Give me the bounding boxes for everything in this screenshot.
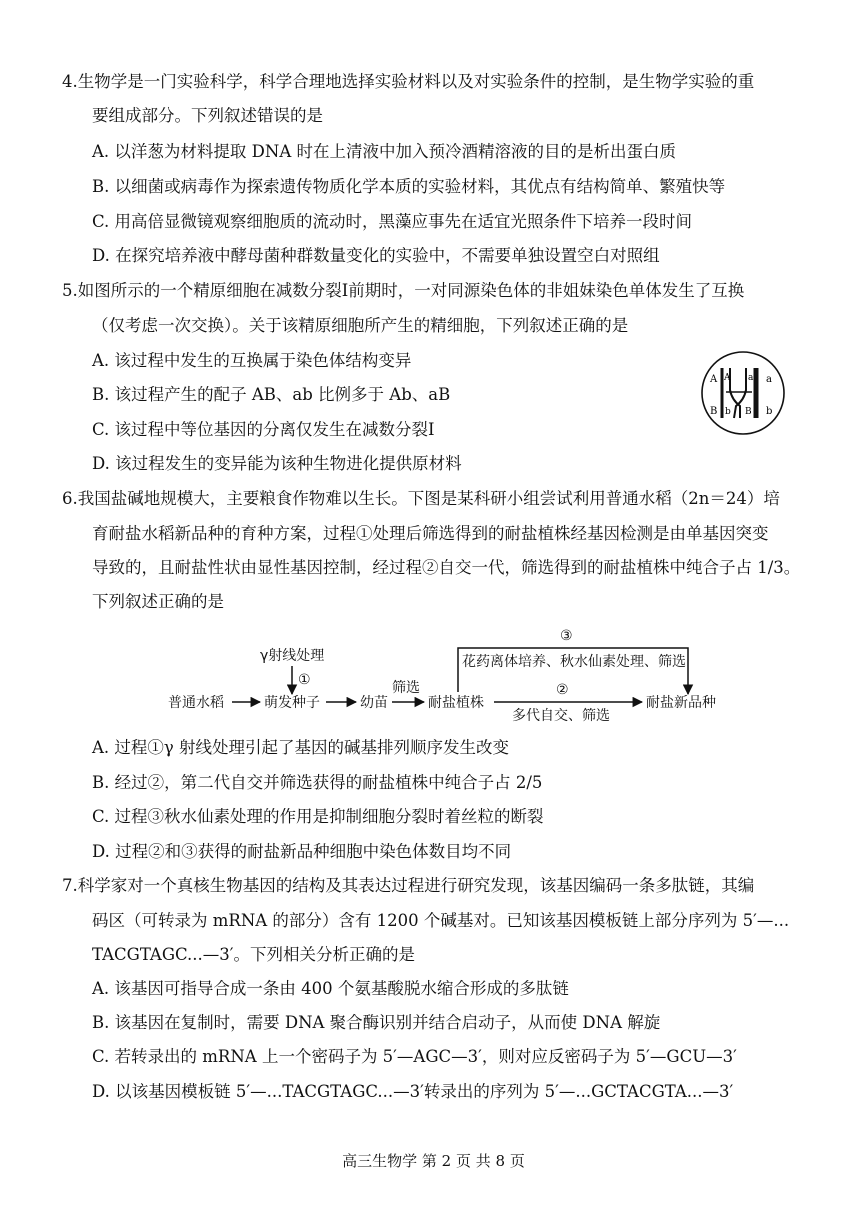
q7-stem-line1: 7.科学家对一个真核生物基因的结构及其表达过程进行研究发现，该基因编码一条多肽链，其编 <box>62 876 755 895</box>
q7-option-c: C. 若转录出的 mRNA 上一个密码子为 5′—AGC—3′，则对应反密码子为 5′—GCU—3′ <box>92 1047 737 1066</box>
q4-stem-line1: 4.生物学是一门实验科学，科学合理地选择实验材料以及对实验条件的控制，是生物学实验的重 <box>62 72 755 91</box>
q5-option-c: C. 该过程中等位基因的分离仅发生在减数分裂Ⅰ <box>92 420 435 439</box>
q4-option-a: A. 以洋葱为材料提取 DNA 时在上清液中加入预冷酒精溶液的目的是析出蛋白质 <box>92 142 676 161</box>
gene-label-b2: b <box>766 406 773 417</box>
q7-stem-line2: 码区（可转录为 mRNA 的部分）含有 1200 个碱基对。已知该基因模板链上部分序列为 5′—... <box>92 911 790 930</box>
q6-stem-line4: 下列叙述正确的是 <box>92 592 224 611</box>
chromosome-crossover-figure <box>700 350 786 436</box>
step3-process-label: 花药离体培养、秋水仙素处理、筛选 <box>462 654 686 670</box>
step1-label: ① <box>298 672 311 688</box>
q7-option-a: A. 该基因可指导合成一条由 400 个氨基酸脱水缩合形成的多肽链 <box>92 979 569 998</box>
salt-plant-label: 耐盐植株 <box>428 695 484 711</box>
q4-option-b: B. 以细菌或病毒作为探索遗传物质化学本质的实验材料，其优点有结构简单、繁殖快等 <box>92 177 726 196</box>
rice-label: 普通水稻 <box>168 695 224 711</box>
q5-option-d: D. 该过程发生的变异能为该种生物进化提供原材料 <box>92 454 462 473</box>
gene-label-a2: a <box>766 374 772 385</box>
gene-label-A2: A <box>724 373 731 383</box>
screen-label: 筛选 <box>392 680 420 696</box>
q5-option-a: A. 该过程中发生的互换属于染色体结构变异 <box>92 351 412 370</box>
q7-stem-line3: TACGTAGC...—3′。下列相关分析正确的是 <box>92 945 416 964</box>
q4-stem-line2: 要组成部分。下列叙述错误的是 <box>92 106 323 125</box>
gamma-ray-label: γ射线处理 <box>260 648 325 664</box>
q6-option-b: B. 经过②，第二代自交并筛选获得的耐盐植株中纯合子占 2/5 <box>92 773 543 792</box>
gene-label-A1: A <box>710 374 718 385</box>
q5-stem-line2: （仅考虑一次交换）。关于该精原细胞所产生的精细胞，下列叙述正确的是 <box>92 316 629 335</box>
cell-outline <box>702 352 784 434</box>
q6-stem-line2: 育耐盐水稻新品种的育种方案，过程①处理后筛选得到的耐盐植株经基因检测是由单基因突变 <box>92 524 769 543</box>
gene-label-b1: b <box>725 407 731 417</box>
gene-label-B2: B <box>745 407 752 417</box>
q4-option-d: D. 在探究培养液中酵母菌种群数量变化的实验中，不需要单独设置空白对照组 <box>92 246 660 265</box>
step3-label: ③ <box>560 628 573 644</box>
seedling-label: 幼苗 <box>360 695 388 711</box>
gene-label-a1: a <box>748 373 754 383</box>
step2-process-label: 多代自交、筛选 <box>512 708 610 724</box>
q4-option-c: C. 用高倍显微镜观察细胞质的流动时，黑藻应事先在适宜光照条件下培养一段时间 <box>92 212 693 231</box>
q5-stem-line1: 5.如图所示的一个精原细胞在减数分裂Ⅰ前期时，一对同源染色体的非姐妹染色单体发生了互换 <box>62 281 745 300</box>
step2-label: ② <box>556 682 569 698</box>
new-variety-label: 耐盐新品种 <box>646 695 716 711</box>
q6-stem-line3: 导致的，且耐盐性状由显性基因控制，经过程②自交一代，筛选得到的耐盐植株中纯合子占 1/3。 <box>92 558 801 577</box>
q6-stem-line1: 6.我国盐碱地规模大，主要粮食作物难以生长。下图是某科研小组尝试利用普通水稻（2n＝24）培 <box>62 489 780 508</box>
q7-option-b: B. 该基因在复制时，需要 DNA 聚合酶识别并结合启动子，从而使 DNA 解旋 <box>92 1013 661 1032</box>
q6-option-d: D. 过程②和③获得的耐盐新品种细胞中染色体数目均不同 <box>92 842 512 861</box>
q6-option-c: C. 过程③秋水仙素处理的作用是抑制细胞分裂时着丝粒的断裂 <box>92 807 544 826</box>
q6-option-a: A. 过程①γ 射线处理引起了基因的碱基排列顺序发生改变 <box>92 738 510 757</box>
page-footer: 高三生物学 第 2 页 共 8 页 <box>342 1152 525 1170</box>
q7-option-d: D. 以该基因模板链 5′—...TACGTAGC...—3′转录出的序列为 5′—...GCTACGTA...—3′ <box>92 1082 734 1101</box>
breeding-scheme-diagram <box>160 622 740 732</box>
gene-label-B1: B <box>710 406 718 417</box>
q5-option-b: B. 该过程产生的配子 AB、ab 比例多于 Ab、aB <box>92 385 451 404</box>
seed-label: 萌发种子 <box>264 695 320 711</box>
